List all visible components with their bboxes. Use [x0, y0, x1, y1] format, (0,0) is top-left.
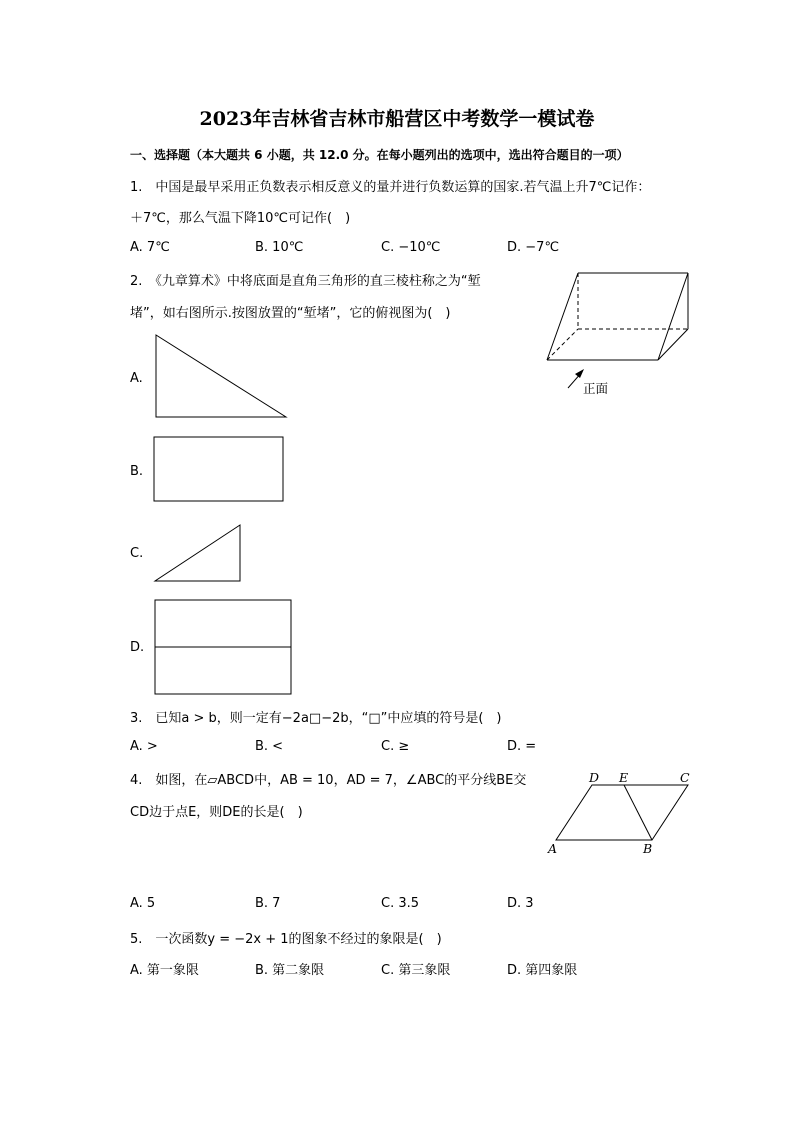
- q1-option-c: C. −10℃: [381, 240, 441, 255]
- vertex-label-e: E: [619, 770, 629, 785]
- vertex-label-c: C: [680, 770, 690, 785]
- q4-option-c: C. 3.5: [381, 896, 420, 911]
- vertex-label-d: D: [589, 770, 600, 785]
- q1-option-d: D. −7℃: [507, 240, 560, 255]
- q3-stem: 3. 已知a > b，则一定有−2a□−2b，“□”中应填的符号是( ): [130, 711, 502, 726]
- q5-option-a: A. 第一象限: [130, 963, 199, 978]
- q3-option-a: A. >: [130, 739, 158, 754]
- vertex-label-b: B: [643, 841, 653, 856]
- q4-option-a: A. 5: [130, 896, 156, 911]
- parallelogram-figure: [545, 778, 700, 848]
- section-heading: 一、选择题（本大题共 6 小题，共 12.0 分。在每小题列出的选项中，选出符合题目的一项）: [130, 148, 629, 162]
- q2-stem-line2: 堵”，如右图所示.按图放置的“堑堵”，它的俯视图为( ): [130, 306, 451, 321]
- q2-option-c-triangle: [150, 521, 250, 587]
- vertex-label-a: A: [548, 841, 558, 856]
- q5-option-c: C. 第三象限: [381, 963, 451, 978]
- q1-option-a: A. 7℃: [130, 240, 170, 255]
- q2-option-a-triangle: [150, 332, 295, 422]
- q4-option-d: D. 3: [507, 896, 534, 911]
- q2-option-a-label: A.: [130, 371, 143, 386]
- front-view-label: 正面: [583, 381, 609, 396]
- q1-stem-line1: 1. 中国是最早采用正负数表示相反意义的量并进行负数运算的国家.若气温上升7℃记作：: [130, 180, 651, 195]
- q3-option-c: C. ≥: [381, 739, 410, 754]
- q3-option-d: D. =: [507, 739, 537, 754]
- q4-stem-line2: CD边于点E，则DE的长是( ): [130, 805, 303, 820]
- prism-figure: [540, 268, 700, 398]
- q5-option-b: B. 第二象限: [255, 963, 325, 978]
- q3-option-b: B. <: [255, 739, 284, 754]
- q5-option-d: D. 第四象限: [507, 963, 578, 978]
- q2-option-d-split-rectangle: [150, 597, 300, 699]
- q4-stem-line1: 4. 如图，在▱ABCD中，AB = 10，AD = 7，∠ABC的平分线BE交: [130, 773, 527, 788]
- q2-option-b-rectangle: [150, 434, 290, 506]
- q2-option-b-label: B.: [130, 464, 144, 479]
- q1-stem-line2: ＋7℃，那么气温下降10℃可记作( ): [130, 211, 351, 226]
- q5-stem: 5. 一次函数y = −2x + 1的图象不经过的象限是( ): [130, 932, 442, 947]
- q4-option-b: B. 7: [255, 896, 281, 911]
- page-title: 2023年吉林省吉林市船营区中考数学一模试卷: [199, 108, 595, 130]
- q2-option-c-label: C.: [130, 546, 144, 561]
- q2-stem-line1: 2. 《九章算术》中将底面是直角三角形的直三棱柱称之为“堑: [130, 274, 481, 289]
- q2-option-d-label: D.: [130, 640, 145, 655]
- q1-option-b: B. 10℃: [255, 240, 304, 255]
